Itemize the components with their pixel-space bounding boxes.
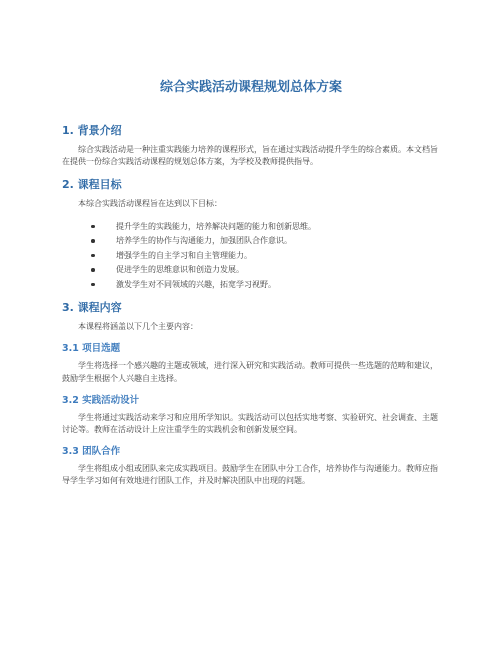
goals-list [62, 221, 444, 292]
section-heading-background: 1. 背景介绍 [62, 124, 122, 137]
page-title: 综合实践活动课程规划总体方案 [159, 80, 342, 95]
list-item: 激发学生对不同领域的兴趣，拓宽学习视野。 [116, 279, 444, 292]
subsection-paragraph-teamwork: 学生将组成小组或团队来完成实践项目。鼓励学生在团队中分工合作，培养协作与沟通能力。教师应指导学生学习如何有效地进行团队工作，并及时解决团队中出现的问题。 [62, 464, 438, 486]
section-paragraph-content: 本课程将涵盖以下几个主要内容： [78, 322, 198, 332]
subsection-heading-activity-design: 3.2 实践活动设计 [62, 394, 140, 406]
document-body [62, 124, 444, 498]
section-heading-goals: 2. 课程目标 [62, 178, 122, 192]
section-paragraph-background: 综合实践活动是一种注重实践能力培养的课程形式，旨在通过实践活动提升学生的综合素质。本文档旨在提供一份综合实践活动课程的规划总体方案，为学校及教师提供指导。 [62, 145, 438, 167]
list-item: 培养学生的协作与沟通能力，加强团队合作意识。 [116, 235, 444, 248]
list-item: 增强学生的自主学习和自主管理能力。 [116, 250, 444, 263]
subsection-heading-topic: 3.1 项目选题 [62, 343, 121, 355]
bullet-icon [91, 254, 95, 258]
subsection-paragraph-topic: 学生将选择一个感兴趣的主题或领域，进行深入研究和实践活动。教师可提供一些选题的范畴和建议，鼓励学生根据个人兴趣自主选择。 [62, 361, 438, 383]
subsection-paragraph-activity-design: 学生将通过实践活动来学习和应用所学知识。实践活动可以包括实地考察、实验研究、社会调查、主题讨论等。教师在活动设计上应注重学生的实践机会和创新发展空间。 [62, 412, 438, 434]
subsection-heading-teamwork: 3.3 团队合作 [62, 446, 121, 458]
list-item: 促进学生的思维意识和创造力发展。 [116, 264, 444, 277]
section-paragraph-goals: 本综合实践活动课程旨在达到以下目标： [78, 199, 222, 209]
bullet-icon [91, 225, 95, 229]
bullet-icon [91, 283, 95, 287]
bullet-icon [91, 268, 95, 272]
bullet-icon [91, 239, 95, 243]
list-item: 提升学生的实践能力，培养解决问题的能力和创新思维。 [116, 221, 444, 234]
section-heading-content: 3. 课程内容 [62, 301, 122, 315]
